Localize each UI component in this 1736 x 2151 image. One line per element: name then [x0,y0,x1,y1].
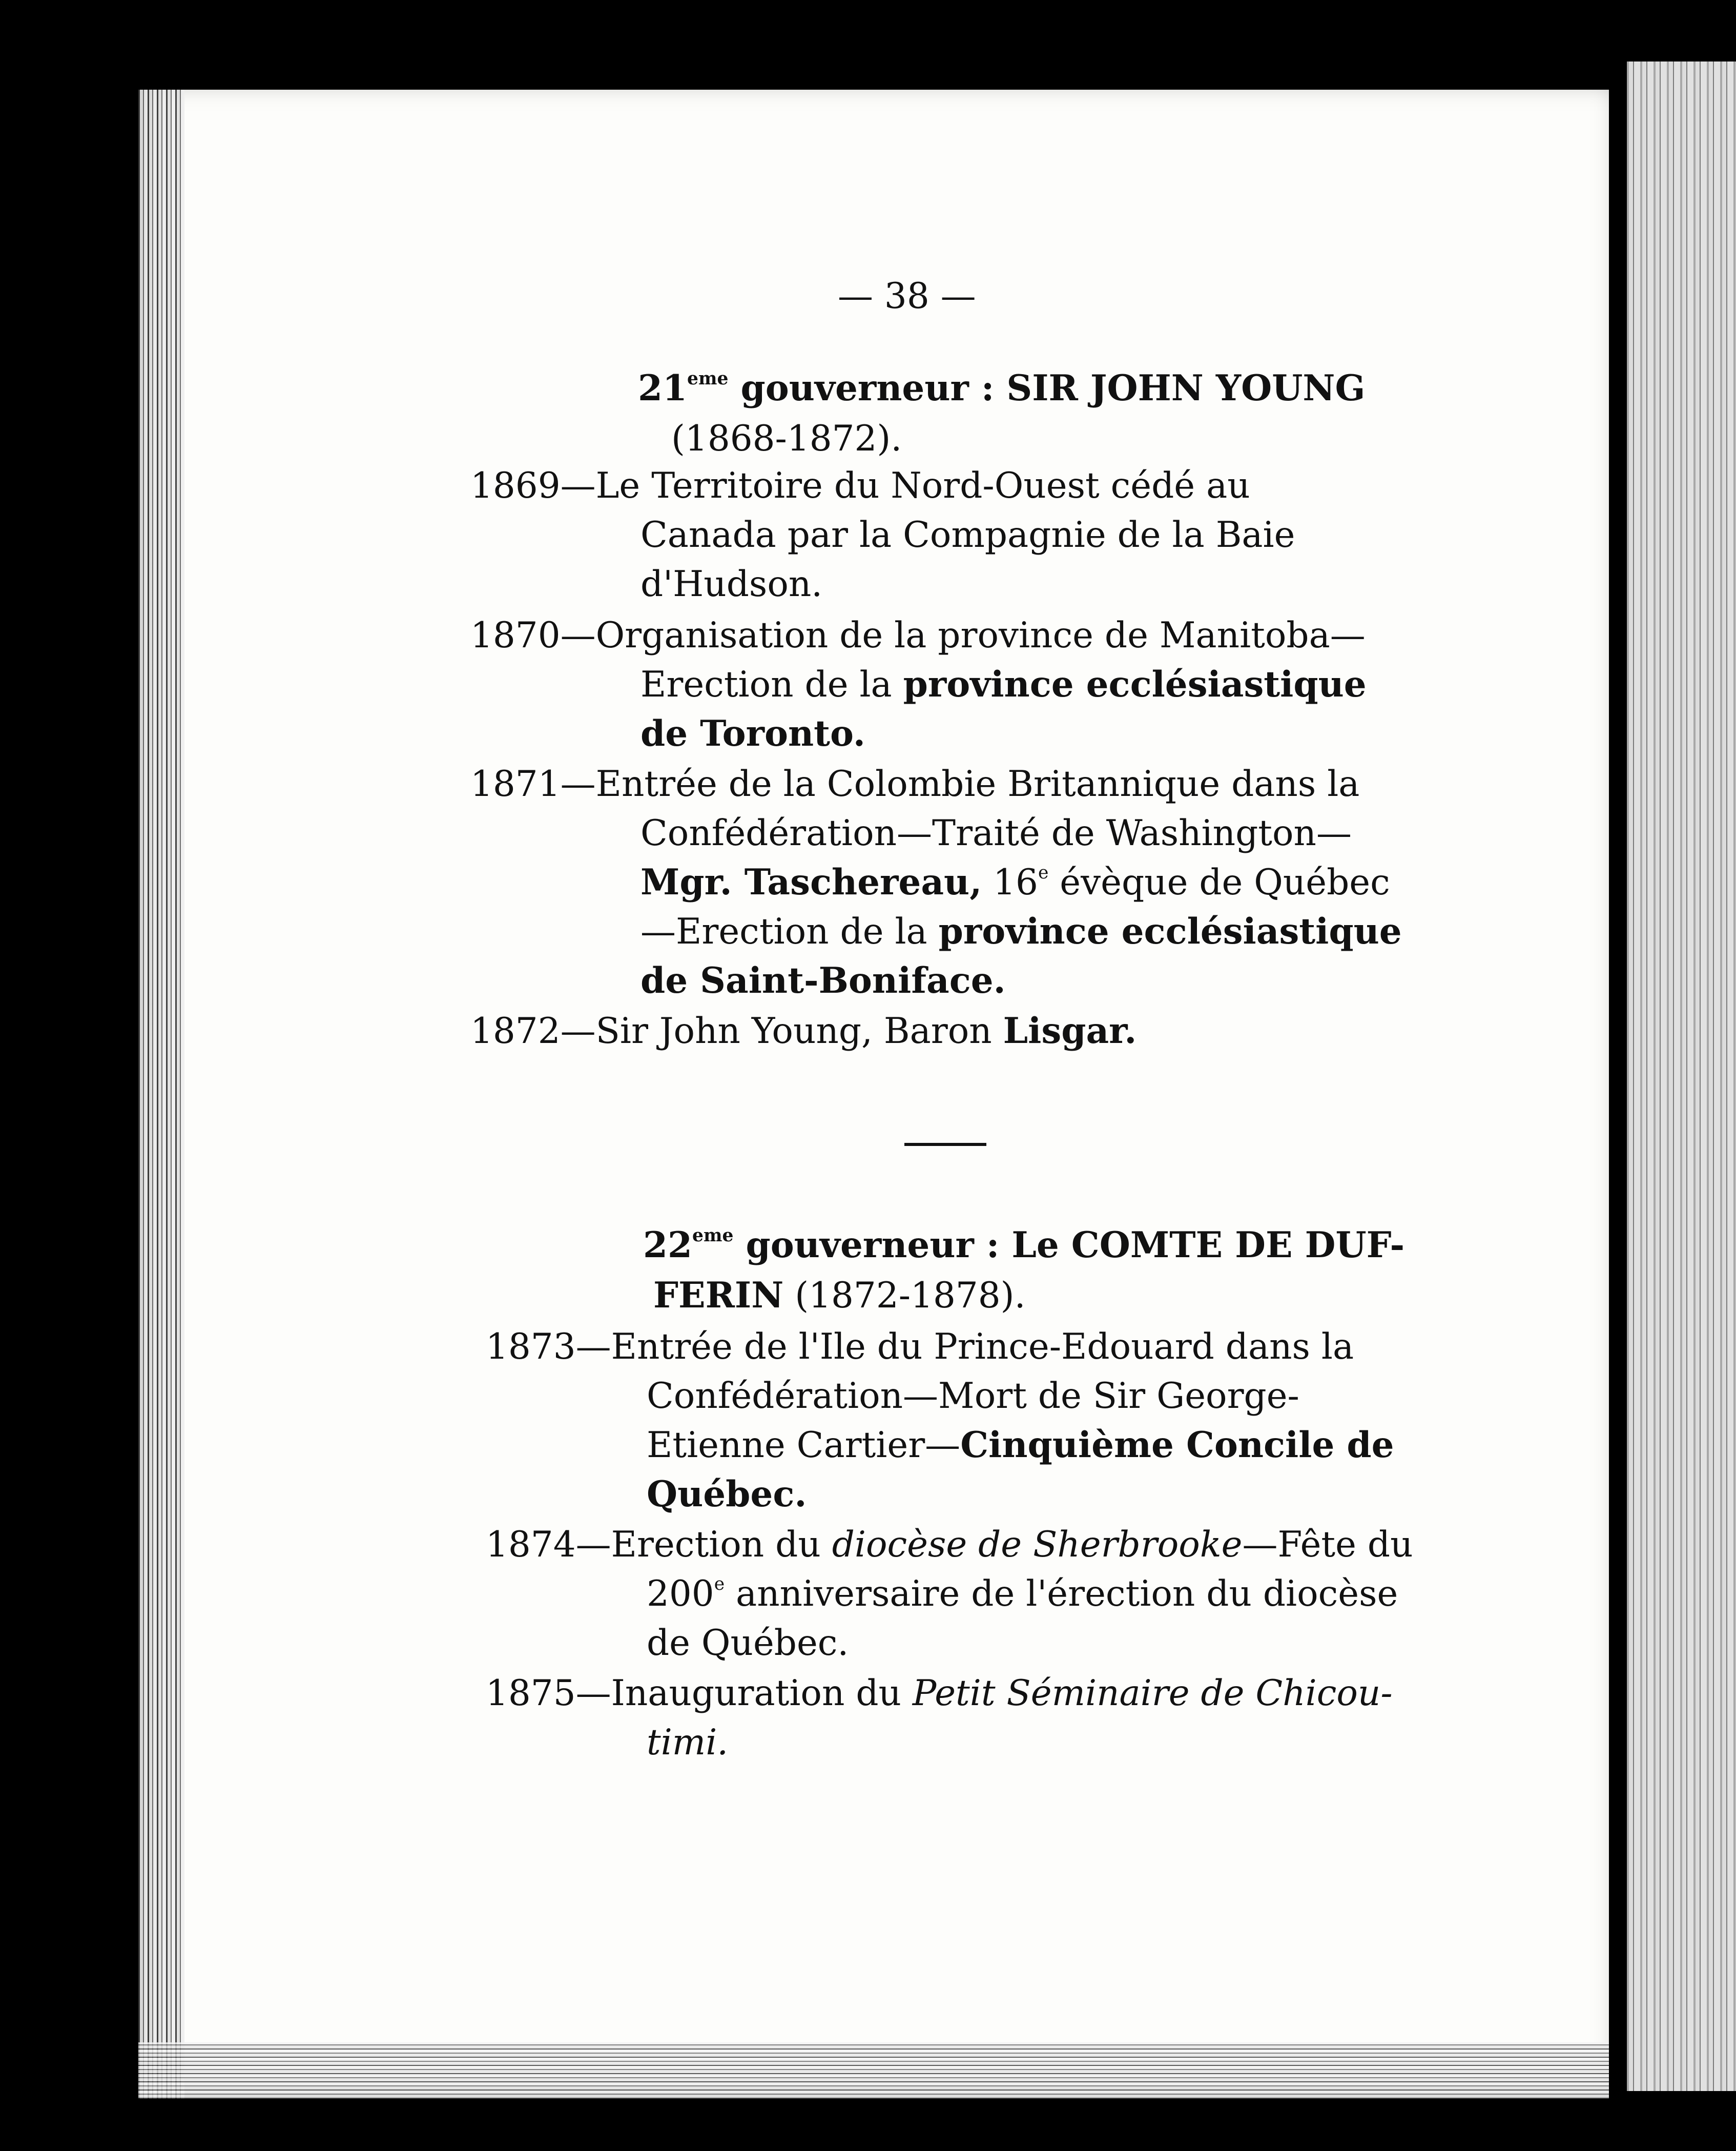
page-stack-left-edge [138,90,184,2099]
entry-italic: diocèse de Sherbrooke [832,1524,1243,1565]
entry-year: 1870 [470,615,561,656]
page-stack-bottom-edge [138,2042,1609,2099]
entry-1870-line-3: de Toronto. [640,713,865,754]
entry-1870-line-2 [640,660,1367,709]
entry-emphasis: Lisgar. [1003,1010,1137,1052]
entry-1872-line-1 [470,1007,1136,1056]
entry-1871-line-4 [640,907,1402,956]
page-number: — 38 — [838,276,976,317]
entry-1873-line-4: Québec. [647,1473,807,1515]
entry-emphasis: Mgr. Taschereau, [640,862,982,903]
entry-text: Etienne Cartier— [647,1425,961,1466]
entry-1870-line-1 [470,611,1366,660]
entry-1873-line-2: Confédération—Mort de Sir George- [647,1376,1299,1417]
entry-text: anniversaire de l'érection du diocèse [725,1573,1398,1614]
entry-emphasis: province ecclésiastique [903,664,1367,705]
ordinal-suffix: e [1038,862,1049,883]
governor-21-ordinal: 21 [638,367,688,409]
entry-year: 1875 [486,1673,576,1714]
entry-1871-line-3 [640,858,1390,907]
entry-emphasis: Cinquième Concile de [960,1424,1394,1466]
entry-1875-line-1 [486,1669,1393,1718]
entry-1871-line-1 [470,760,1359,809]
entry-text: —Fête du [1242,1524,1413,1565]
entry-1869-line-1 [470,461,1250,510]
entry-text: —Entrée de la Colombie Britannique dans la [560,764,1360,805]
governor-22-heading [643,1221,1404,1270]
entry-year: 1872 [470,1011,561,1052]
entry-1869-line-3: d'Hudson. [640,564,823,605]
entry-1871-line-5: de Saint-Boniface. [640,960,1006,1001]
governor-21-title: gouverneur : [740,367,995,409]
governor-21-heading [638,364,1365,413]
governor-22-years: (1872-1878). [783,1275,1026,1316]
entry-text: évèque de Québec [1048,862,1390,903]
entry-text: —Entrée de l'Ile du Prince-Edouard dans la [575,1326,1354,1367]
entry-text: —Sir John Young, Baron [560,1011,1003,1052]
entry-text: —Le Territoire du Nord-Ouest cédé au [560,465,1250,506]
governor-22-title: gouverneur : [746,1224,1012,1266]
entry-year: 1871 [470,764,561,805]
entry-year: 1873 [486,1326,576,1367]
governor-21-name: SIR JOHN YOUNG [1006,367,1366,409]
entry-1874-line-2 [647,1569,1398,1619]
adjacent-page-edge [1627,62,1736,2091]
entry-1874-line-3: de Québec. [647,1623,849,1664]
governor-21-ordinal-suffix: eme [687,368,729,389]
governor-22-name-part-1: Le COMTE DE DUF- [1011,1224,1405,1266]
entry-text: 16 [982,862,1038,903]
entry-text: Erection de la [640,664,903,705]
governor-22-name-line-2 [653,1271,1026,1320]
governor-22-ordinal-suffix: eme [692,1225,734,1246]
section-separator [904,1143,986,1146]
entry-1874-line-1 [486,1520,1413,1569]
entry-text: —Erection du [575,1524,832,1565]
entry-text: 200 [647,1573,714,1614]
entry-1873-line-1 [486,1322,1354,1371]
governor-21-years: (1868-1872). [671,418,902,459]
entry-year: 1869 [470,465,561,506]
entry-text: —Organisation de la province de Manitoba— [560,615,1366,656]
ordinal-suffix: e [714,1573,725,1594]
entry-italic: Petit Séminaire de Chicou- [912,1673,1393,1714]
entry-1871-line-2: Confédération—Traité de Washington— [640,813,1352,854]
governor-22-name-part-2: FERIN [653,1275,784,1316]
governor-22-ordinal: 22 [643,1224,693,1266]
entry-1875-line-2: timi. [647,1722,729,1763]
entry-1869-line-2: Canada par la Compagnie de la Baie [640,515,1295,556]
entry-text: —Inauguration du [575,1673,913,1714]
entry-emphasis: province ecclésiastique [938,911,1402,952]
entry-1873-line-3 [647,1421,1394,1470]
entry-year: 1874 [486,1524,576,1565]
entry-text: —Erection de la [640,911,939,952]
